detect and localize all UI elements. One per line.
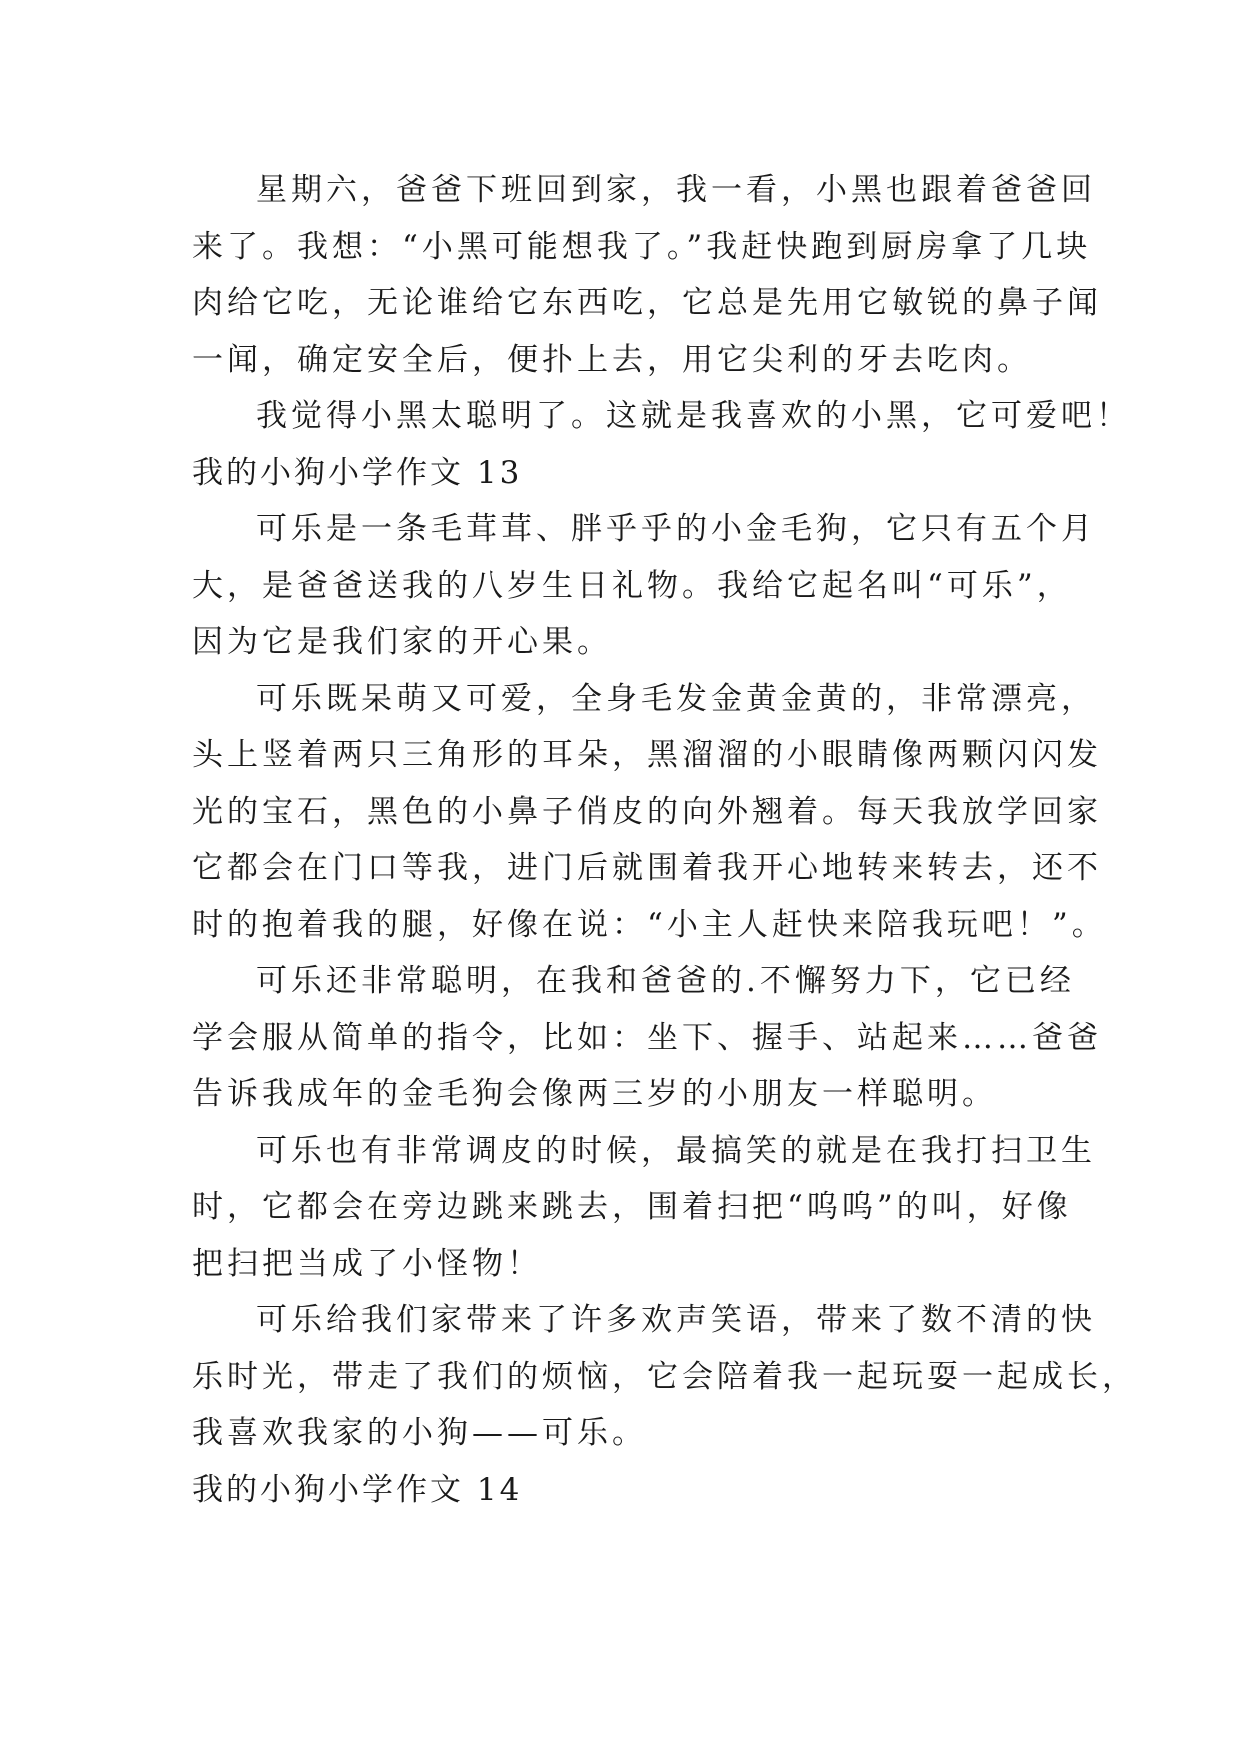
text-line: 星期六，爸爸下班回到家，我一看，小黑也跟着爸爸回 [256,172,1096,208]
text-line: 可乐也有非常调皮的时候，最搞笑的就是在我打扫卫生 [256,1132,1096,1169]
text-line: 它都会在门口等我，进门后就围着我开心地转来转去，还不 [192,850,1102,886]
document-body [192,162,1137,1518]
text-line: 可乐既呆萌又可爱，全身毛发金黄金黄的，非常漂亮， [256,680,1096,717]
paragraph [192,501,1096,671]
text-line: 我觉得小黑太聪明了。这就是我喜欢的小黑，它可爱吧！ [256,398,1131,434]
text-line: 把扫把当成了小怪物！ [192,1245,542,1282]
text-line: 告诉我成年的金毛狗会像两三岁的小朋友一样聪明。 [192,1076,997,1112]
text-line: 头上竖着两只三角形的耳朵，黑溜溜的小眼睛像两颗闪闪发 [192,737,1102,773]
text-line: 乐时光，带走了我们的烦恼，它会陪着我一起玩耍一起成长， [192,1358,1137,1395]
text-line: 可乐是一条毛茸茸、胖乎乎的小金毛狗，它只有五个月 [256,511,1096,547]
section-heading: 我的小狗小学作文 14 [192,1471,523,1508]
paragraph [192,162,1102,388]
text-line: 来了。我想：“小黑可能想我了。”我赶快跑到厨房拿了几块 [192,228,1092,265]
text-line: 我喜欢我家的小狗——可乐。 [192,1415,647,1451]
paragraph [192,1292,1137,1462]
text-line: 时的抱着我的腿，好像在说：“小主人赶快来陪我玩吧！”。 [192,906,1107,943]
text-line: 肉给它吃，无论谁给它东西吃，它总是先用它敏锐的鼻子闻 [192,285,1102,321]
text-line: 因为它是我们家的开心果。 [192,624,612,660]
paragraph [192,953,1102,1123]
paragraph [192,671,1107,954]
text-line: 学会服从简单的指令，比如：坐下、握手、站起来……爸爸 [192,1019,1102,1056]
text-line: 光的宝石，黑色的小鼻子俏皮的向外翘着。每天我放学回家 [192,793,1102,830]
text-line: 一闻，确定安全后，便扑上去，用它尖利的牙去吃肉。 [192,341,1032,378]
paragraph [192,1123,1096,1293]
section-heading: 我的小狗小学作文 13 [192,454,523,491]
text-line: 大，是爸爸送我的八岁生日礼物。我给它起名叫“可乐”， [192,567,1072,604]
text-line: 可乐还非常聪明，在我和爸爸的.不懈努力下，它已经 [256,963,1075,999]
text-line: 可乐给我们家带来了许多欢声笑语，带来了数不清的快 [256,1302,1096,1338]
paragraph [192,388,1131,445]
text-line: 时，它都会在旁边跳来跳去，围着扫把“呜呜”的叫，好像 [192,1189,1072,1225]
